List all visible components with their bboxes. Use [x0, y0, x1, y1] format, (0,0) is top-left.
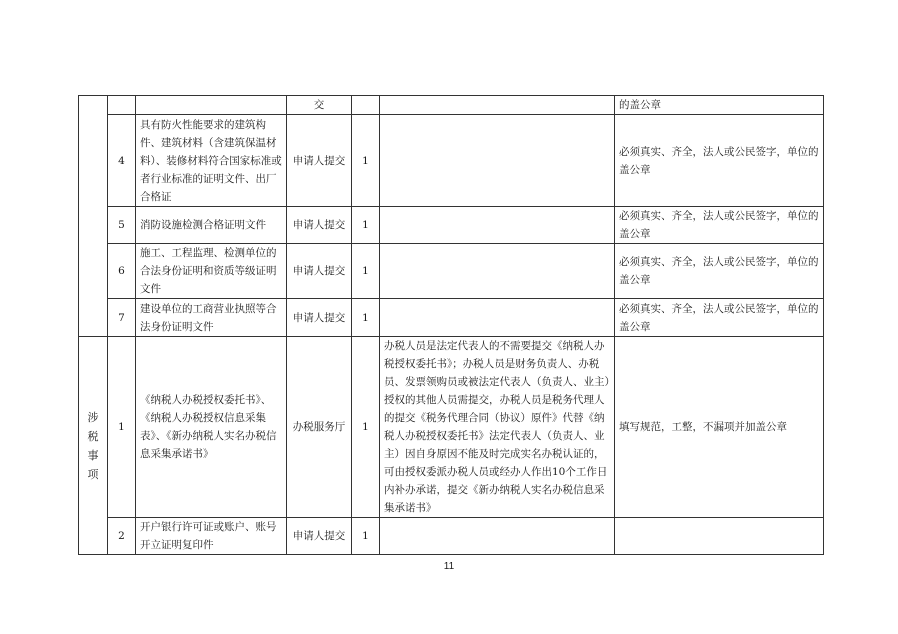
- material-source: 办税服务厅: [287, 337, 352, 518]
- category-cell-blank: [79, 96, 108, 337]
- material-requirement: 填写规范，工整，不漏项并加盖公章: [615, 337, 824, 518]
- material-quantity: 1: [352, 337, 380, 518]
- table-row: [79, 518, 824, 555]
- row-number: 6: [108, 244, 136, 299]
- table-row: [79, 337, 824, 518]
- material-note: [380, 518, 615, 555]
- row-number: 1: [108, 337, 136, 518]
- material-name: 建设单位的工商营业执照等合法身份证明文件: [136, 299, 287, 337]
- material-source: 申请人提交: [287, 299, 352, 337]
- material-note: 办税人员是法定代表人的不需要提交《纳税人办税授权委托书》；办税人员是财务负责人、办税员、发票领购员或被法定代表人（负责人、业主）授权的其他人员需提交，办税人员是税务代理人的提交《税务代理合同（协议）原件》代替《纳税人办税授权委托书》法定代表人（负责人、业主）因自身原因不能及时完成实名办税认证的，可由授权委派办税人员或经办人作出10个工作日内补办承诺，提交《新办纳税人实名办税信息采集承诺书》: [380, 337, 615, 518]
- material-quantity: 1: [352, 244, 380, 299]
- table-row: [79, 207, 824, 244]
- material-note: [380, 299, 615, 337]
- material-name: 开户银行许可证或账户、账号开立证明复印件: [136, 518, 287, 555]
- material-source: 申请人提交: [287, 518, 352, 555]
- material-quantity: 1: [352, 115, 380, 207]
- table-row: [79, 115, 824, 207]
- material-source: 申请人提交: [287, 115, 352, 207]
- materials-table: [78, 95, 824, 555]
- category-cell-tax: [79, 337, 108, 555]
- material-note: [380, 207, 615, 244]
- material-requirement: [615, 518, 824, 555]
- table-row: [79, 96, 824, 115]
- material-source: 申请人提交: [287, 244, 352, 299]
- material-quantity: 1: [352, 518, 380, 555]
- row-number: [108, 96, 136, 115]
- material-requirement: 必须真实、齐全，法人或公民签字，单位的盖公章: [615, 299, 824, 337]
- material-requirement: 的盖公章: [615, 96, 824, 115]
- material-note: [380, 96, 615, 115]
- material-name: [136, 96, 287, 115]
- material-name: 《纳税人办税授权委托书》、《纳税人办税授权信息采集表》、《新办纳税人实名办税信息采集承诺书》: [136, 337, 287, 518]
- material-requirement: 必须真实、齐全，法人或公民签字，单位的盖公章: [615, 244, 824, 299]
- material-quantity: [352, 96, 380, 115]
- material-note: [380, 115, 615, 207]
- category-label: 涉税事项: [87, 410, 99, 481]
- material-requirement: 必须真实、齐全，法人或公民签字，单位的盖公章: [615, 207, 824, 244]
- material-name: 施工、工程监理、检测单位的合法身份证明和资质等级证明文件: [136, 244, 287, 299]
- row-number: 7: [108, 299, 136, 337]
- row-number: 5: [108, 207, 136, 244]
- material-name: 具有防火性能要求的建筑构件、建筑材料（含建筑保温材料）、装修材料符合国家标准或者行业标准的证明文件、出厂合格证: [136, 115, 287, 207]
- material-quantity: 1: [352, 207, 380, 244]
- page-number: 11: [443, 561, 455, 572]
- table-row: [79, 244, 824, 299]
- row-number: 2: [108, 518, 136, 555]
- material-name: 消防设施检测合格证明文件: [136, 207, 287, 244]
- row-number: 4: [108, 115, 136, 207]
- material-requirement: 必须真实、齐全，法人或公民签字，单位的盖公章: [615, 115, 824, 207]
- material-note: [380, 244, 615, 299]
- material-source: 申请人提交: [287, 207, 352, 244]
- material-source: 交: [287, 96, 352, 115]
- material-quantity: 1: [352, 299, 380, 337]
- table-row: [79, 299, 824, 337]
